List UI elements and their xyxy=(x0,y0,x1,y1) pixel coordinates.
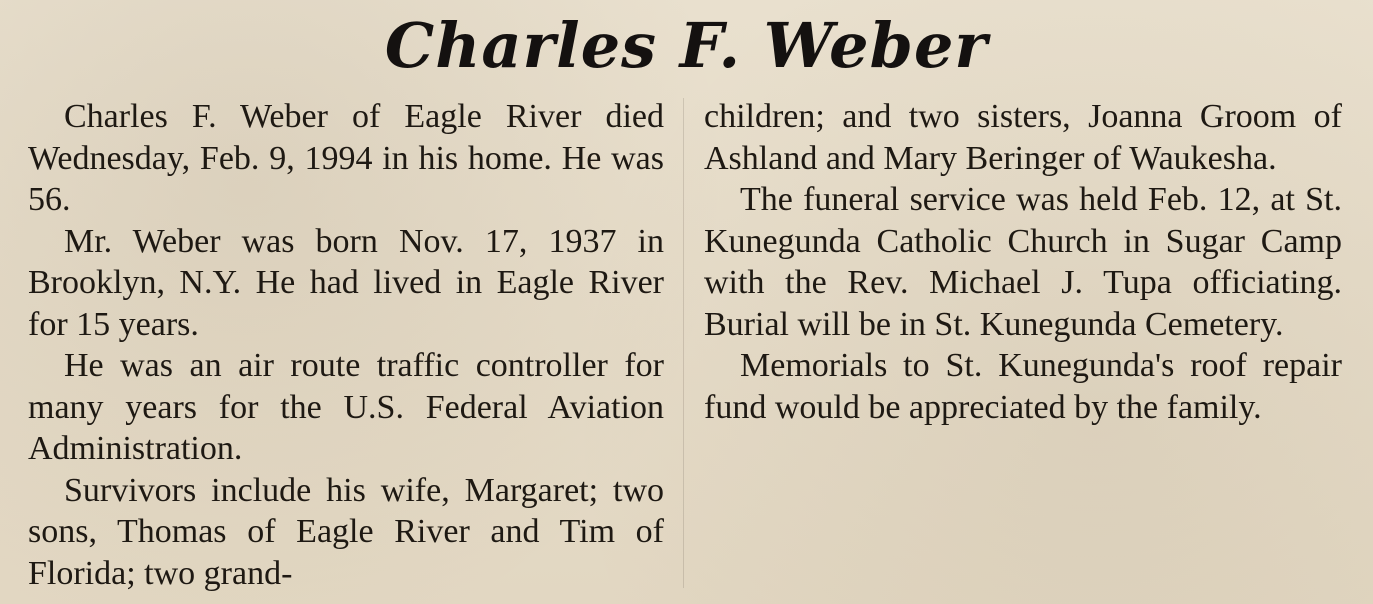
column-divider xyxy=(683,98,684,588)
paragraph-memorials: Memorials to St. Kunegunda's roof repair fund would be appreciated by the family. xyxy=(704,347,1342,426)
paragraph-survivors-continued: children; and two sisters, Joanna Groom of Ashland and Mary Beringer of Waukesha. xyxy=(704,98,1342,177)
paragraph-birth: Mr. Weber was born Nov. 17, 1937 in Brooklyn, N.Y. He had lived in Eagle River for 15 years. xyxy=(28,222,664,343)
paragraph-death-notice: Charles F. Weber of Eagle River died Wednesday, Feb. 9, 1994 in his home. He was 56. xyxy=(28,98,664,218)
left-column xyxy=(28,96,664,594)
paragraph-career: He was an air route traffic controller for many years for the U.S. Federal Aviation Administration. xyxy=(28,347,664,467)
headline: Charles F. Weber xyxy=(384,9,989,82)
right-column xyxy=(704,96,1342,428)
paragraph-survivors: Survivors include his wife, Margaret; two sons, Thomas of Eagle River and Tim of Florida; two grand- xyxy=(28,471,664,592)
paragraph-funeral: The funeral service was held Feb. 12, at St. Kunegunda Catholic Church in Sugar Camp with the Rev. Michael J. Tupa officiating. Burial will be in St. Kunegunda Cemetery. xyxy=(704,181,1342,343)
